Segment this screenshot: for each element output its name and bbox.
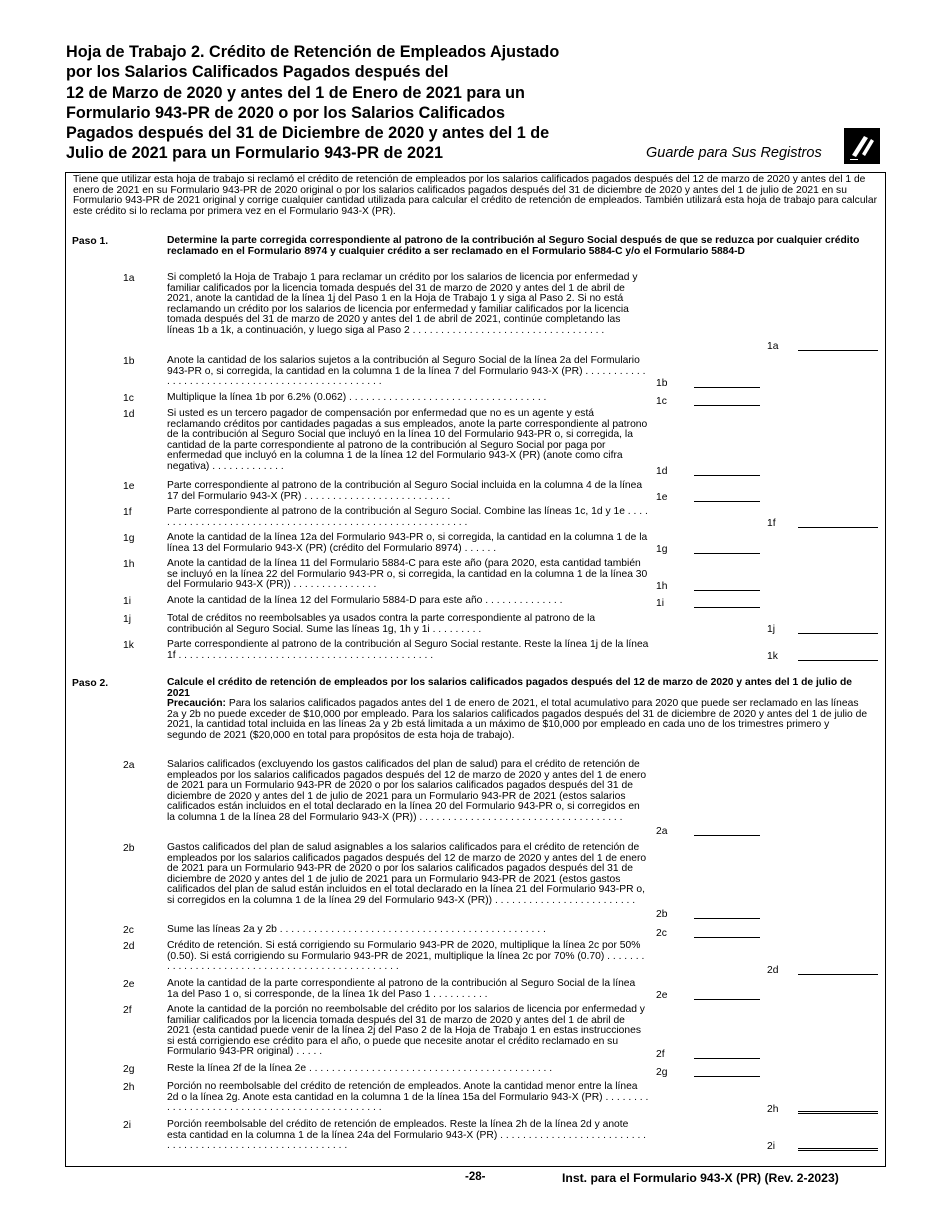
line-2f-field[interactable] [694, 1058, 760, 1059]
line-2b-label: 2b [656, 909, 668, 920]
step1-heading: Determine la parte corregida correspondiente al patrono de la contribución al Seguro Social después de que se reduzca por cualquier crédito reclamado en el Formulario 8974 y cualquier crédito a ser reclamado en el Formulario 5884-C y/o el Formulario 5884-D [167, 235, 860, 257]
line-number: 1e [123, 481, 135, 492]
line-2a-label: 2a [656, 826, 668, 837]
step2-label: Paso 2. [72, 678, 109, 689]
title-line: Pagados después del 31 de Diciembre de 2020 y antes del 1 de [66, 124, 550, 143]
line-1k-text: Parte correspondiente al patrono de la contribución al Seguro Social restante. Reste la línea 1j de la línea 1f . . . . . . . . . . . . . . . . . . . . . . . . . . . . . . . . . . . . . . . . . . . . . [167, 639, 649, 661]
line-1g-label: 1g [656, 544, 668, 555]
line-1i-label: 1i [656, 598, 665, 609]
line-number: 1h [123, 559, 135, 570]
footer-form-title: Inst. para el Formulario 943-X (PR) (Rev. 2-2023) [562, 1171, 839, 1185]
line-2d-label: 2d [767, 965, 779, 976]
line-number: 1i [123, 596, 132, 607]
line-2f-text: Anote la cantidad de la porción no reembolsable del crédito por los salarios de licencia por enfermedad y familiar calificados por la licencia tomada después del 31 de marzo de 2020 y antes del 1 de abril de 2021 (esta cantidad puede venir de la línea 2j del Paso 2 de la Hoja de Trabajo 1 en estas instrucciones si está corrigiendo ese crédito para el año, o puede que necesite anotar el crédito reclamado en su Formulario 943-PR original) . . . . . [167, 1004, 645, 1058]
title-line: Hoja de Trabajo 2. Crédito de Retención de Empleados Ajustado [66, 43, 560, 61]
line-2g-text: Reste la línea 2f de la línea 2e . . . . . . . . . . . . . . . . . . . . . . . . . . . . . . . . . . . . . . . . . . . [167, 1063, 553, 1074]
line-2e-label: 2e [656, 990, 668, 1001]
line-1j-label: 1j [767, 624, 776, 635]
caution-text: Para los salarios calificados pagados antes del 1 de enero de 2021, el total acumulativo para 2020 que puede ser reclamado en las líneas 2a y 2b no puede exceder de $10,000 por empleado. Para los salarios calificados pagados después del 31 de diciembre de 2020 y antes del 1 de julio de 2021, la cantidad total incluida en las líneas 2a y 2b está limitada a un máximo de $10,000 por empleado en cada uno de los trimestres primero y segundo de 2021 ($20,000 en total para propósitos de esta hoja de trabajo). [167, 698, 868, 741]
line-1k-field[interactable] [798, 660, 878, 661]
line-1f-field[interactable] [798, 527, 878, 528]
line-2f-label: 2f [656, 1049, 665, 1060]
line-2g-field[interactable] [694, 1076, 760, 1077]
line-2c-field[interactable] [694, 937, 760, 938]
line-2e-field[interactable] [694, 999, 760, 1000]
line-number: 1b [123, 356, 135, 367]
line-number: 1g [123, 533, 135, 544]
line-2d-text: Crédito de retención. Si está corrigiendo su Formulario 943-PR de 2020, multiplique la línea 2c por 50% (0.50). Si está corrigiendo su Formulario 943-PR de 2021, multiplique la línea 2c por 70% (0.70) . . . . . . . . . . . . . . . . . . . . . . . . . . . . . . . . . . . . . . . . . . . . . . . . [167, 940, 645, 973]
intro-text: Tiene que utilizar esta hoja de trabajo si reclamó el crédito de retención de empleados por los salarios calificados pagados después del 12 de marzo de 2020 y antes del 1 de enero de 2021 en su Formulario 943-PR de 2020 original o por los salarios calificados pagados después del 31 de diciembre de 2020 y antes del 1 de julio de 2021 en su Formulario 943-PR de 2021 original y corrige cualquier cantidad utilizada para calcular el crédito de retención de empleados. También utilizará esta hoja de trabajo para calcular este crédito si lo reclama por primera vez en el Formulario 943-X (PR). [73, 174, 877, 217]
step2-caution [167, 699, 871, 741]
line-1h-field[interactable] [694, 590, 760, 591]
line-number: 2i [123, 1120, 132, 1131]
title-line: 12 de Marzo de 2020 y antes del 1 de Enero de 2021 para un [66, 83, 525, 102]
line-number: 2b [123, 843, 135, 854]
line-1h-label: 1h [656, 581, 668, 592]
line-1f-label: 1f [767, 518, 776, 529]
line-1a-field[interactable] [798, 350, 878, 351]
line-1e-text: Parte correspondiente al patrono de la contribución al Seguro Social incluida en la columna 4 de la línea 17 del Formulario 943-X (PR) . . . . . . . . . . . . . . . . . . . . . . . . . . [167, 480, 643, 502]
line-2g-label: 2g [656, 1067, 668, 1078]
line-2i-field[interactable] [798, 1148, 878, 1151]
line-1g-field[interactable] [694, 553, 760, 554]
line-number: 1d [123, 409, 135, 420]
line-number: 1k [123, 640, 134, 651]
line-2a-field[interactable] [694, 835, 760, 836]
line-2c-label: 2c [656, 928, 667, 939]
line-number: 1j [123, 614, 132, 625]
line-1g-text: Anote la cantidad de la línea 12a del Formulario 943-PR o, si corregida, la cantidad en la columna 1 de la línea 13 del Formulario 943-X (PR) (crédito del Formulario 8974) . . . . . . [167, 532, 648, 554]
line-1k-label: 1k [767, 651, 778, 662]
title-line: Formulario 943-PR de 2020 o por los Salarios Calificados [66, 103, 506, 122]
line-2h-text: Porción no reembolsable del crédito de retención de empleados. Anote la cantidad menor entre la línea 2d o la línea 2g. Anote esta cantidad en la columna 1 de la línea 15a del Formulario 943-X (PR) . . . . . . . . . . . . . . . . . . . . . . . . . . . . . . . . . . . . . . . . . . . . . . [167, 1081, 649, 1114]
line-number: 2d [123, 941, 135, 952]
title-line: Julio de 2021 para un Formulario 943-PR de 2021 [66, 144, 443, 163]
line-2b-field[interactable] [694, 918, 760, 919]
line-2d-field[interactable] [798, 974, 878, 975]
page-number: -28- [465, 1171, 486, 1183]
line-number: 2c [123, 925, 134, 936]
line-2b-text: Gastos calificados del plan de salud asignables a los salarios calificados para el crédito de retención de empleados por los salarios calificados pagados después del 12 de marzo de 2020 y antes del 1 de enero de 2021 para un Formulario 943-PR de 2020 o por los salarios calificados pagados después del 31 de diciembre de 2020 y antes del 1 de julio de 2021 para un Formulario 943-PR de 2021 (estos gastos calificados del plan de salud están incluidos en el total declarado en la línea 21 del Formulario 943-PR o, si corregidos en la columna 1 de la línea 29 del Formulario 943-X (PR)) . . . . . . . . . . . . . . . . . . . . . . . . . [167, 842, 647, 906]
line-number: 2g [123, 1064, 135, 1075]
line-2h-field[interactable] [798, 1111, 878, 1114]
line-1c-field[interactable] [694, 405, 760, 406]
line-1a-text: Si completó la Hoja de Trabajo 1 para reclamar un crédito por los salarios de licencia por enfermedad y familiar calificados por la licencia tomada después del 31 de marzo de 2020 y antes del 1 de abril de 2021, anote la cantidad de la línea 1j del Paso 1 en la Hoja de Trabajo 1 y siga al Paso 2. Si no está reclamando un crédito por los salarios de licencia por enfermedad y familiar calificados por la licencia tomada después del 31 de marzo de 2020 y antes del 1 de abril de 2021, continúe completando las líneas 1b a 1k, a continuación, y luego siga al Paso 2 . . . . . . . . . . . . . . . . . . . . . . . . . . . . . . . . . . [167, 272, 638, 336]
line-1j-text: Total de créditos no reembolsables ya usados contra la parte correspondiente al patrono de la contribución al Seguro Social. Sume las líneas 1g, 1h y 1i . . . . . . . . . [167, 613, 596, 635]
line-1e-field[interactable] [694, 501, 760, 502]
line-1a-label: 1a [767, 341, 779, 352]
line-1d-text: Si usted es un tercero pagador de compensación por enfermedad que no es un agente y está reclamando créditos por cantidades pagadas a sus empleados, anote la parte correspondiente al patrono de la contribución al Seguro Social que incluyó en la línea 10 del Formulario 943-PR o, si corregida, la cantidad de la parte correspondiente al patrono de la contribución al Seguro Social por paga por enfermedad que incluyó en la columna 1 de la línea 12 del Formulario 943-X (PR) (anote como cifra negativa) . . . . . . . . . . . . . [167, 408, 648, 472]
worksheet-title [66, 42, 586, 164]
line-1i-text: Anote la cantidad de la línea 12 del Formulario 5884-D para este año . . . . . . . . . . . . . . [167, 595, 563, 606]
line-number: 1f [123, 507, 132, 518]
line-2i-text: Porción reembolsable del crédito de retención de empleados. Reste la línea 2h de la línea 2d y anote esta cantidad en la columna 1 de la línea 24a del Formulario 943-X (PR) . . . . . . . . . . . . . . . . . . . . . . . . . . . . . . . . . . . . . . . . . . . . . . . . . . . . . . . . . . [167, 1119, 647, 1152]
line-1j-field[interactable] [798, 633, 878, 634]
line-number: 2h [123, 1082, 135, 1093]
line-1e-label: 1e [656, 492, 668, 503]
pencil-icon [844, 128, 880, 164]
line-1f-text: Parte correspondiente al patrono de la contribución al Seguro Social. Combine las líneas 1c, 1d y 1e . . . . . . . . . . . . . . . . . . . . . . . . . . . . . . . . . . . . . . . . . . . . . . . . . . . . . . . . . [167, 506, 648, 528]
line-2c-text: Sume las líneas 2a y 2b . . . . . . . . . . . . . . . . . . . . . . . . . . . . . . . . . . . . . . . . . . . . . . . [167, 924, 546, 935]
line-number: 1c [123, 393, 134, 404]
line-1c-text: Multiplique la línea 1b por 6.2% (0.062) . . . . . . . . . . . . . . . . . . . . . . . . . . . . . . . . . . . [167, 392, 547, 403]
line-1b-text: Anote la cantidad de los salarios sujetos a la contribución al Seguro Social de la línea 2a del Formulario 943-PR o, si corregida, la cantidad en la columna 1 de la línea 7 del Formulario 943-X (PR) . . . . . . . . . . . . . . . . . . . . . . . . . . . . . . . . . . . . . . . . . . . . . . . . . [167, 355, 646, 388]
line-2e-text: Anote la cantidad de la parte correspondiente al patrono de la contribución al Seguro Social de la línea 1a del Paso 1 o, si corresponde, de la línea 1k del Paso 1 . . . . . . . . . . [167, 978, 636, 1000]
line-number: 1a [123, 273, 135, 284]
line-number: 2f [123, 1005, 132, 1016]
line-1d-label: 1d [656, 466, 668, 477]
line-1b-field[interactable] [694, 387, 760, 388]
step2-heading: Calcule el crédito de retención de empleados por los salarios calificados pagados después del 12 de marzo de 2020 y antes del 1 de julio de 2021 [167, 677, 852, 699]
step1-label: Paso 1. [72, 236, 109, 247]
keep-records-note: Guarde para Sus Registros [646, 145, 822, 161]
line-1c-label: 1c [656, 396, 667, 407]
line-1i-field[interactable] [694, 607, 760, 608]
caution-label: Precaución: [167, 698, 226, 709]
line-number: 2e [123, 979, 135, 990]
line-1d-field[interactable] [694, 475, 760, 476]
line-1h-text: Anote la cantidad de la línea 11 del Formulario 5884-C para este año (para 2020, esta cantidad también se incluyó en la línea 22 del Formulario 943-PR o, si corregida, la cantidad en la columna 1 de la línea 30 del Formulario 943-X (PR)) . . . . . . . . . . . . . . . [167, 558, 648, 591]
title-line: por los Salarios Calificados Pagados después del [66, 63, 449, 82]
line-1b-label: 1b [656, 378, 668, 389]
line-2h-label: 2h [767, 1104, 779, 1115]
line-2i-label: 2i [767, 1141, 776, 1152]
line-number: 2a [123, 760, 135, 771]
line-2a-text: Salarios calificados (excluyendo los gastos calificados del plan de salud) para el crédito de retención de empleados por los salarios calificados pagados después del 12 de marzo de 2020 y antes del 1 de enero de 2021 para un Formulario 943-PR de 2020 o por los salarios calificados pagados después del 31 de diciembre de 2020 y antes del 1 de julio de 2021 para un Formulario 943-PR de 2021 (estos salarios calificados están incluidos en el total declarado en la línea 20 del Formulario 943-PR o, si corregidos en la columna 1 de la línea 28 del Formulario 943-X (PR)) . . . . . . . . . . . . . . . . . . . . . . . . . . . . . . . . . . . . [167, 759, 647, 823]
